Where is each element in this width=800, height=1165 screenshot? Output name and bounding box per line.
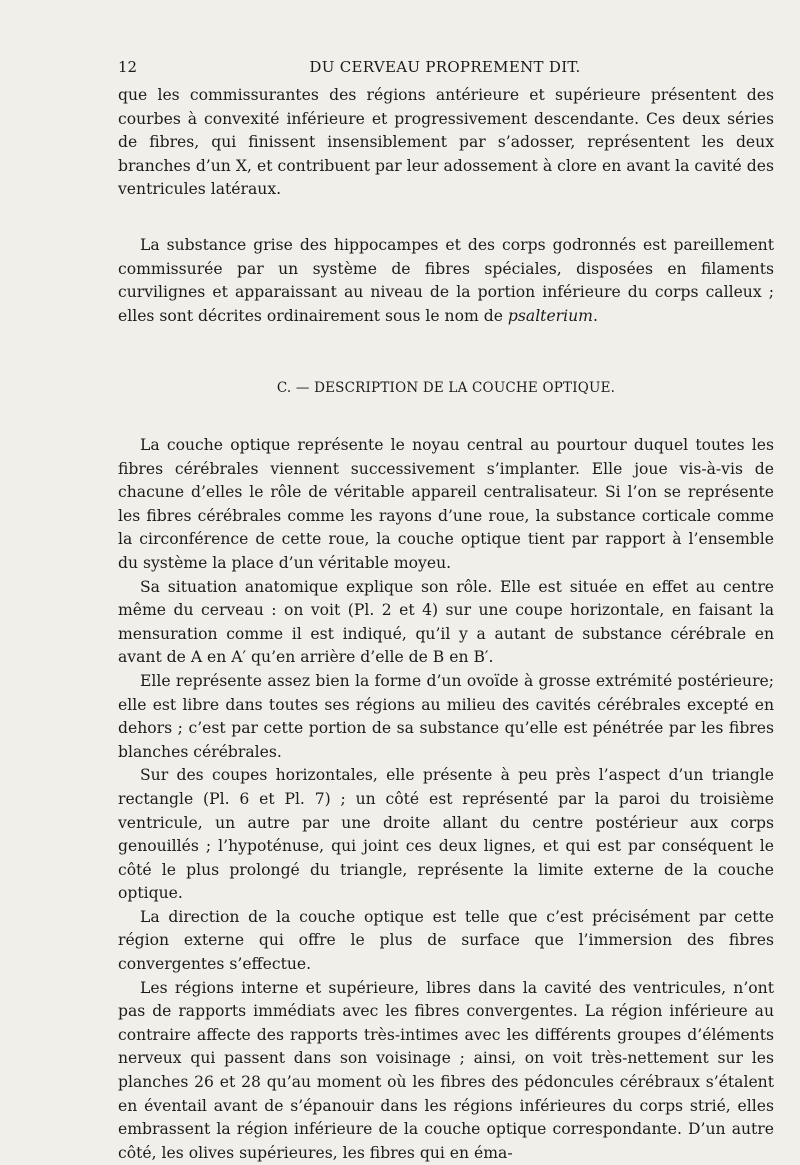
paragraph: Sur des coupes horizontales, elle présente à peu près l’aspect d’un triangle rectangle (Pl. 6 et Pl. 7) ; un côté est représenté par la paroi du troisième ventricule, un autre par une droite allant du centre postérieur aux corps genouillés ; l’hypoténuse, qui joint ces deux lignes, et qui est par conséquent le côté le plus prolongé du triangle, représente la limite externe de la couche optique. <box>118 766 774 903</box>
paragraph: La couche optique représente le noyau central au pourtour duquel toutes les fibres cérébrales viennent successivement s’implanter. Elle joue vis-à-vis de chacune d’elles le rôle de véritable appareil centralisateur. Si l’on se représente les fibres cérébrales comme les rayons d’une roue, la substance corticale comme la circonférence de cette roue, la couche optique tient par rapport à l’ensemble du système la place d’un véritable moyeu. <box>118 436 774 572</box>
paragraph: que les commissurantes des régions antérieure et supérieure présentent des courbes à convexité inférieure et progressivement descendante. Ces deux séries de fibres, qui finissent insensiblement par s’adosser, représentent les deux branches d’un X, et contribuent par leur adossement à clore en avant la cavité des ventricules latéraux. <box>118 86 774 199</box>
text-block-couche-optique <box>118 434 774 1165</box>
paragraph: La direction de la couche optique est telle que c’est précisément par cette région externe qui offre le plus de surface que l’immersion des fibres convergentes s’effectue. <box>118 907 774 974</box>
page-number: 12 <box>118 58 138 76</box>
paragraph-text: La substance grise des hippocampes et des corps godronnés est pareillement commissurée par un système de fibres spéciales, disposées en filaments curvilignes et apparaissant au niveau de la portion inférieure du corps calleux ; elles sont décrites ordinairement sous le nom de <box>118 236 774 325</box>
paragraph-end: . <box>592 306 598 325</box>
paragraph: Les régions interne et supérieure, libres dans la cavité des ventricules, n’ont pas de rapports immédiats avec les fibres convergentes. La région inférieure au contraire affecte des rapports très-intimes avec les différents groupes d’éléments nerveux qui passent dans son voisinage ; ainsi, on voit très-nettement sur les planches 26 et 28 qu’au moment où les fibres des pédoncules cérébraux s’étalent en éventail avant de s’épanouir dans les régions inférieures du corps strié, elles embrassent la région inférieure de la couche optique correspondante. D’un autre côté, les olives supérieures, les fibres qui en éma- <box>118 978 774 1162</box>
section-heading: C. — DESCRIPTION DE LA COUCHE OPTIQUE. <box>276 380 616 396</box>
term-psalterium: psalterium <box>507 306 593 325</box>
paragraph <box>118 234 774 328</box>
paragraph: Sa situation anatomique explique son rôle. Elle est située en effet au centre même du cerveau : on voit (Pl. 2 et 4) sur une coupe horizontale, en faisant la mensuration comme il est indiqué, qu’il y a autant de substance cérébrale en avant de A en A′ qu’en arrière d’elle de B en B′. <box>118 577 774 667</box>
page-header <box>118 58 772 82</box>
text-block-commissures <box>118 84 774 202</box>
running-title: DU CERVEAU PROPREMENT DIT. <box>309 58 581 76</box>
text-block-psalterium <box>118 234 774 328</box>
paragraph: Elle représente assez bien la forme d’un ovoïde à grosse extrémité postérieure; elle est libre dans toutes ses régions au milieu des cavités cérébrales excepté en dehors ; c’est par cette portion de sa substance qu’elle est pénétrée par les fibres blanches cérébrales. <box>118 671 774 761</box>
